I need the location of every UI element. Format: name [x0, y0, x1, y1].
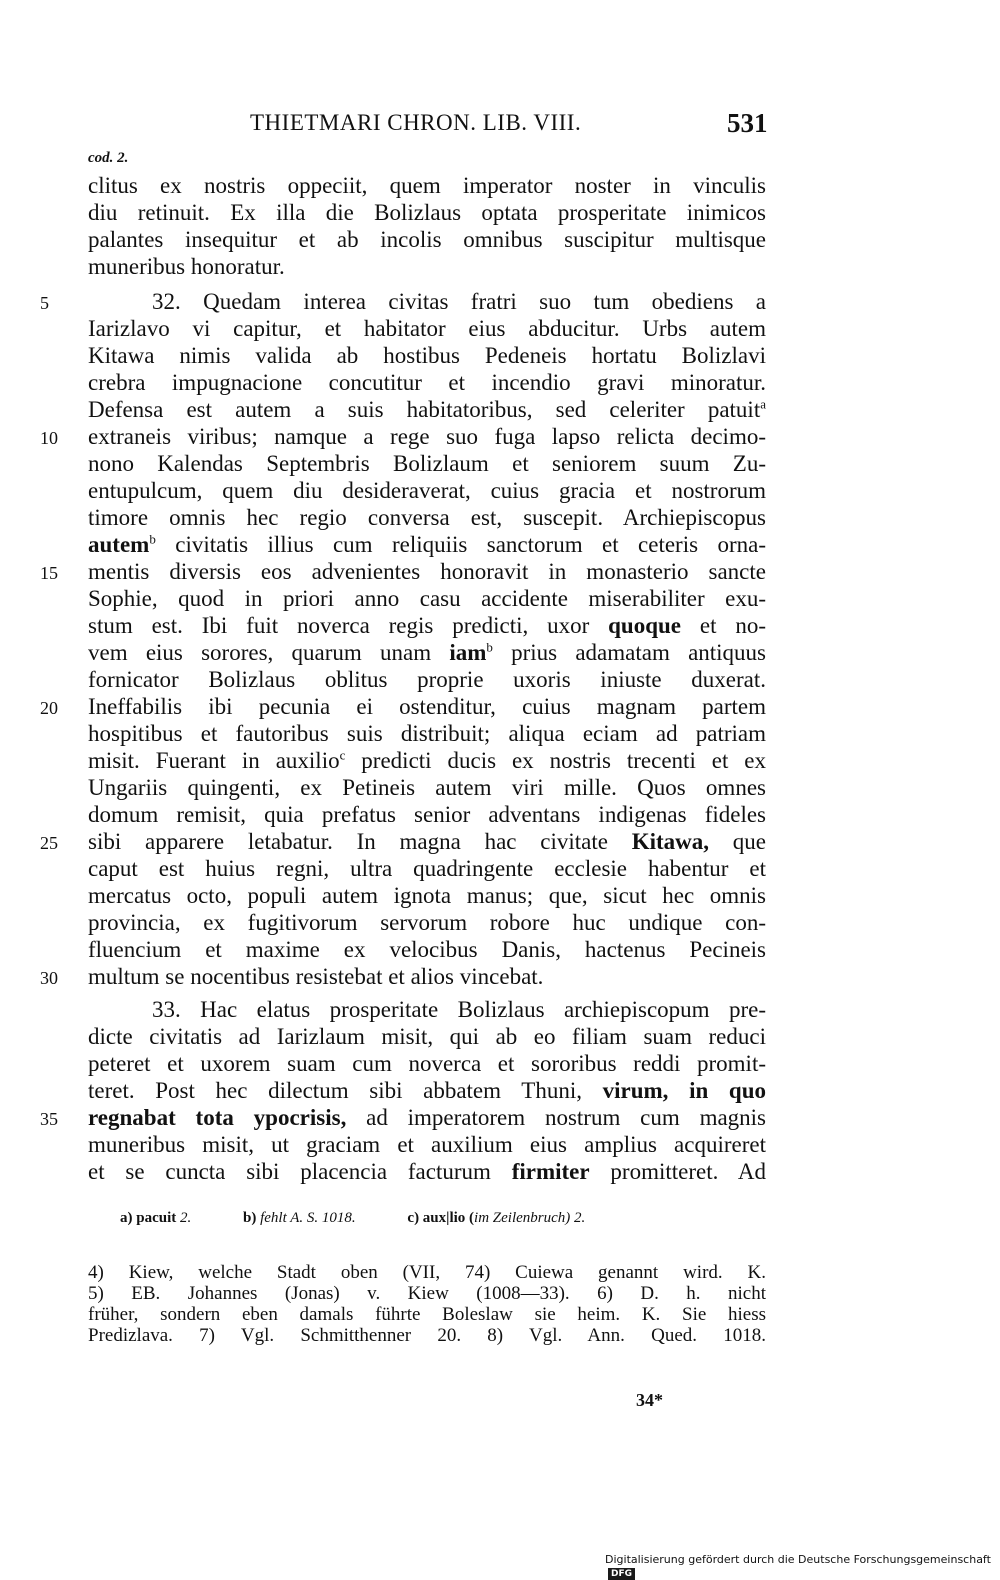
text-line: hospitibus et fautoribus suis distribuit; aliqua eciam ad patriam	[88, 721, 766, 746]
text-line: entupulcum, quem diu desideraverat, cuius gracia et nostrorum	[88, 478, 766, 503]
text-line: fornicator Bolizlaus oblitus proprie uxoris iniuste duxerat.	[88, 667, 766, 692]
text-line: Ineffabilis ibi pecunia ei ostenditur, cuius magnam partem	[88, 694, 766, 719]
text-line: peteret et uxorem suam cum noverca et sororibus reddi promit-	[88, 1051, 766, 1076]
dfg-logo-icon: DFG	[608, 1568, 635, 1580]
text-line: timore omnis hec regio conversa est, suscepit. Archiepiscopus	[88, 505, 766, 530]
text-line: mentis diversis eos advenientes honoravit in monasterio sancte	[88, 559, 766, 584]
text-line: teret. Post hec dilectum sibi abbatem Thuni, virum, in quo	[88, 1078, 766, 1103]
footnote-line: früher, sondern eben damals führte Boleslaw sie heim. K. Sie hiess	[88, 1304, 766, 1325]
text-line: stum est. Ibi fuit noverca regis predicti, uxor quoque et no-	[88, 613, 766, 638]
text-line: diu retinuit. Ex illa die Bolizlaus optata prosperitate inimicos	[88, 200, 766, 225]
text-line: misit. Fuerant in auxilio$^c$ predicti ducis ex nostris trecenti et ex	[88, 747, 767, 773]
text-line: fluencium et maxime ex velocibus Danis, hactenus Pecineis	[88, 937, 766, 962]
text-line: sibi apparere letabatur. In magna hac civitate Kitawa, que	[88, 829, 766, 854]
apparatus-note: a) pacuit 2.	[120, 1210, 192, 1226]
text-line: dicte civitatis ad Iarizlaum misit, qui ab eo filiam suam reduci	[88, 1024, 766, 1049]
text-line: 33. Hac elatus prosperitate Bolizlaus archiepiscopum pre-	[152, 997, 766, 1022]
text-line: Sophie, quod in priori anno casu accidente miserabiliter exu-	[88, 586, 766, 611]
footnote-line: 5) EB. Johannes (Jonas) v. Kiew (1008—33). 6) D. h. nicht	[88, 1283, 766, 1304]
critical-apparatus	[120, 1210, 633, 1227]
text-line: caput est huius regni, ultra quadringente ecclesie habentur et	[88, 856, 766, 881]
codex-siglum: cod. 2.	[88, 150, 129, 166]
line-number: 25	[40, 833, 58, 853]
text-line: autem$^b$ civitatis illius cum reliquiis sanctorum et ceteris orna-	[88, 531, 767, 557]
signature-mark: 34*	[636, 1390, 663, 1410]
text-line: Kitawa nimis valida ab hostibus Pedeneis hortatu Bolizlavi	[88, 343, 766, 368]
line-number: 15	[40, 563, 58, 583]
text-line: nono Kalendas Septembris Bolizlaum et seniorem suum Zu-	[88, 451, 766, 476]
text-line: multum se nocentibus resistebat et alios vincebat.	[88, 964, 544, 989]
line-number: 20	[40, 698, 58, 718]
apparatus-note: b) fehlt A. S. 1018.	[243, 1210, 356, 1226]
text-line: Defensa est autem a suis habitatoribus, sed celeriter patuit$^a$	[88, 396, 766, 422]
text-line: mercatus octo, populi autem ignota manus; que, sicut hec omnis	[88, 883, 766, 908]
line-number: 35	[40, 1109, 58, 1129]
text-line: muneribus misit, ut graciam et auxilium eius amplius acquireret	[88, 1132, 766, 1157]
footnote-line: 4) Kiew, welche Stadt oben (VII, 74) Cuiewa genannt wird. K.	[88, 1262, 766, 1283]
text-line: domum remisit, quia prefatus senior adventans indigenas fideles	[88, 802, 766, 827]
text-line: Iarizlavo vi capitur, et habitator eius abducitur. Urbs autem	[88, 316, 766, 341]
text-line: regnabat tota ypocrisis, ad imperatorem nostrum cum magnis	[88, 1105, 767, 1130]
page-number: 531	[727, 108, 768, 138]
text-line: 32. Quedam interea civitas fratri suo tum obediens a	[152, 289, 766, 314]
digitization-credit: Digitalisierung gefördert durch die Deutsche ForschungsgemeinschaftDFG	[605, 1553, 991, 1579]
text-line: provincia, ex fugitivorum servorum robore huc undique con-	[88, 910, 766, 935]
line-number: 10	[40, 428, 58, 448]
text-line: Ungariis quingenti, ex Petineis autem viri mille. Quos omnes	[88, 775, 766, 800]
line-number: 5	[40, 293, 49, 313]
apparatus-note: c) aux|lio (im Zeilenbruch) 2.	[407, 1210, 586, 1226]
text-line: vem eius sorores, quarum unam iam$^b$ prius adamatam antiquus	[88, 639, 767, 665]
text-line: crebra impugnacione concutitur et incendio gravi minoratur.	[88, 370, 766, 395]
text-line: extraneis viribus; namque a rege suo fuga lapso relicta decimo-	[88, 424, 766, 449]
footnote-line: Predizlava. 7) Vgl. Schmitthenner 20. 8) Vgl. Ann. Qued. 1018.	[88, 1325, 766, 1346]
text-line: et se cuncta sibi placencia facturum firmiter promitteret. Ad	[88, 1159, 767, 1184]
text-line: clitus ex nostris oppeciit, quem imperator noster in vinculis	[88, 173, 766, 198]
text-line: muneribus honoratur.	[88, 254, 285, 279]
running-head: THIETMARI CHRON. LIB. VIII.	[250, 110, 582, 135]
text-line: palantes insequitur et ab incolis omnibus suscipitur multisque	[88, 227, 766, 252]
line-number: 30	[40, 968, 58, 988]
